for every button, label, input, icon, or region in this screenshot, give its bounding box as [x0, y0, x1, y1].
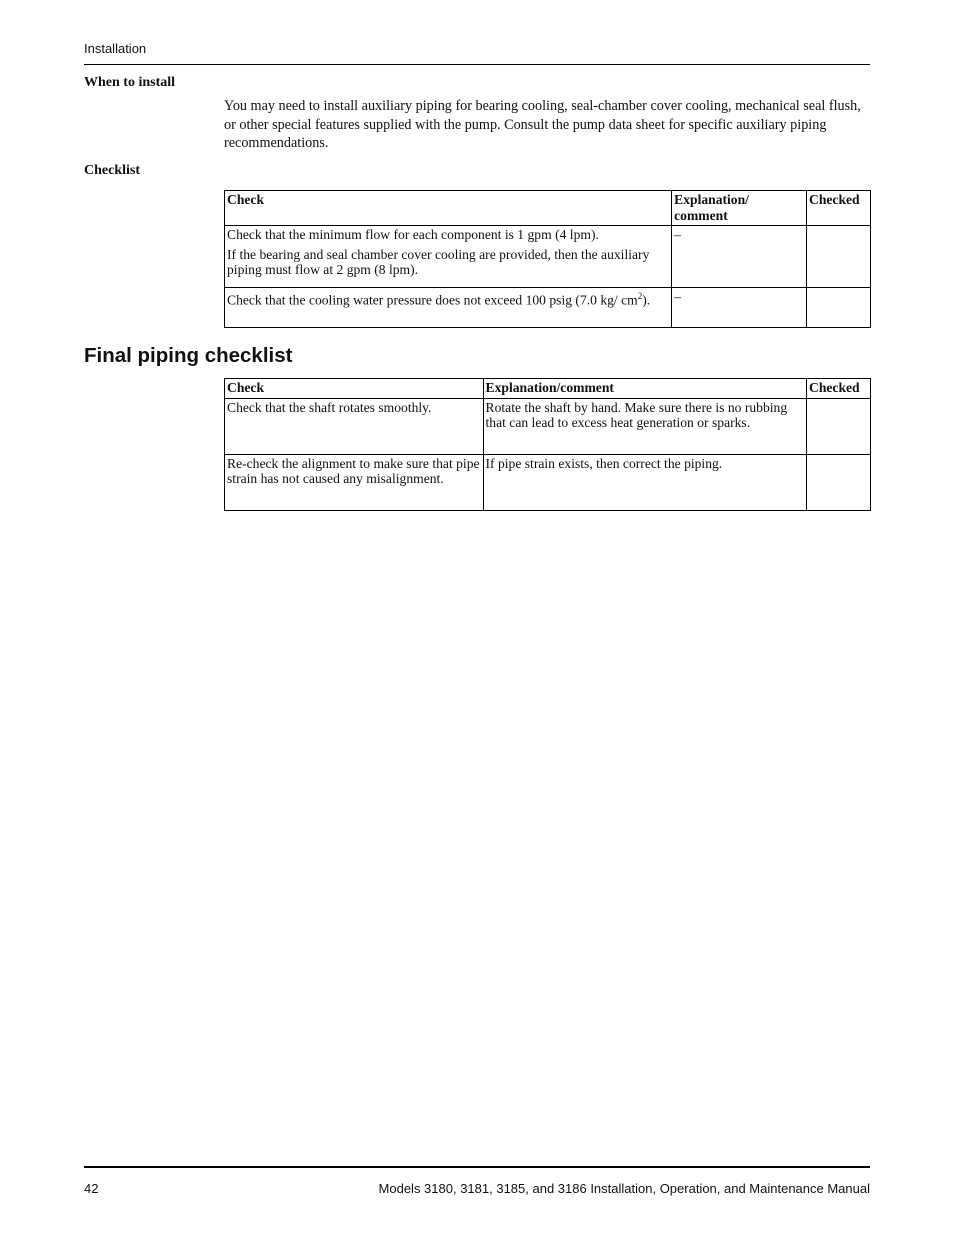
table-row: [225, 226, 871, 288]
section-title: Final piping checklist: [84, 344, 293, 367]
column-header-check: Check: [225, 191, 672, 226]
checked-cell[interactable]: [807, 288, 871, 328]
header-rule: [84, 64, 870, 65]
checklist-heading: Checklist: [84, 163, 140, 178]
auxiliary-piping-checklist-table: [224, 190, 871, 328]
column-header-checked: Checked: [807, 191, 871, 226]
when-to-install-body: You may need to install auxiliary piping for bearing cooling, seal-chamber cover cooling, mechanical seal flush, or other special features supplied with the pump. Consult the pump data sheet for specific auxiliary piping recommendations.: [224, 98, 861, 151]
superscript: 2: [637, 291, 643, 301]
check-cell: [225, 288, 672, 328]
check-cell: [225, 226, 672, 288]
check-text: Check that the cooling water pressure does not exceed 100 psig (7.0 kg/ cm: [227, 292, 638, 308]
footer-manual-title: Models 3180, 3181, 3185, and 3186 Installation, Operation, and Maintenance Manual: [378, 1181, 870, 1196]
check-cell: Check that the shaft rotates smoothly.: [225, 398, 484, 454]
explanation-cell: –: [672, 226, 807, 288]
column-header-checked: Checked: [807, 379, 871, 399]
explanation-cell: Rotate the shaft by hand. Make sure there is no rubbing that can lead to excess heat generation or sparks.: [483, 398, 806, 454]
checked-cell[interactable]: [807, 226, 871, 288]
check-text-suffix: ).: [642, 292, 651, 308]
table-header-row: [225, 379, 871, 399]
column-header-check: Check: [225, 379, 484, 399]
column-header-explanation: Explanation/comment: [483, 379, 806, 399]
explanation-cell: If pipe strain exists, then correct the piping.: [483, 454, 806, 510]
when-to-install-heading: When to install: [84, 75, 176, 90]
check-text: Check that the minimum flow for each component is 1 gpm (4 lpm).: [227, 227, 599, 242]
check-text: If the bearing and seal chamber cover cooling are provided, then the auxiliary piping must flow at 2 gpm (8 lpm).: [227, 246, 650, 277]
table-row: [225, 288, 871, 328]
check-cell: Re-check the alignment to make sure that pipe strain has not caused any misalignment.: [225, 454, 484, 510]
running-header-label: Installation: [84, 41, 147, 56]
table-header-row: [225, 191, 871, 226]
checked-cell[interactable]: [807, 398, 871, 454]
final-piping-checklist-table: [224, 378, 871, 511]
column-header-explanation: Explanation/ comment: [672, 191, 807, 226]
page-number: 42: [84, 1181, 99, 1196]
table-row: [225, 398, 871, 454]
explanation-cell: –: [672, 288, 807, 328]
footer-rule: [84, 1166, 870, 1168]
checked-cell[interactable]: [807, 454, 871, 510]
table-row: [225, 454, 871, 510]
